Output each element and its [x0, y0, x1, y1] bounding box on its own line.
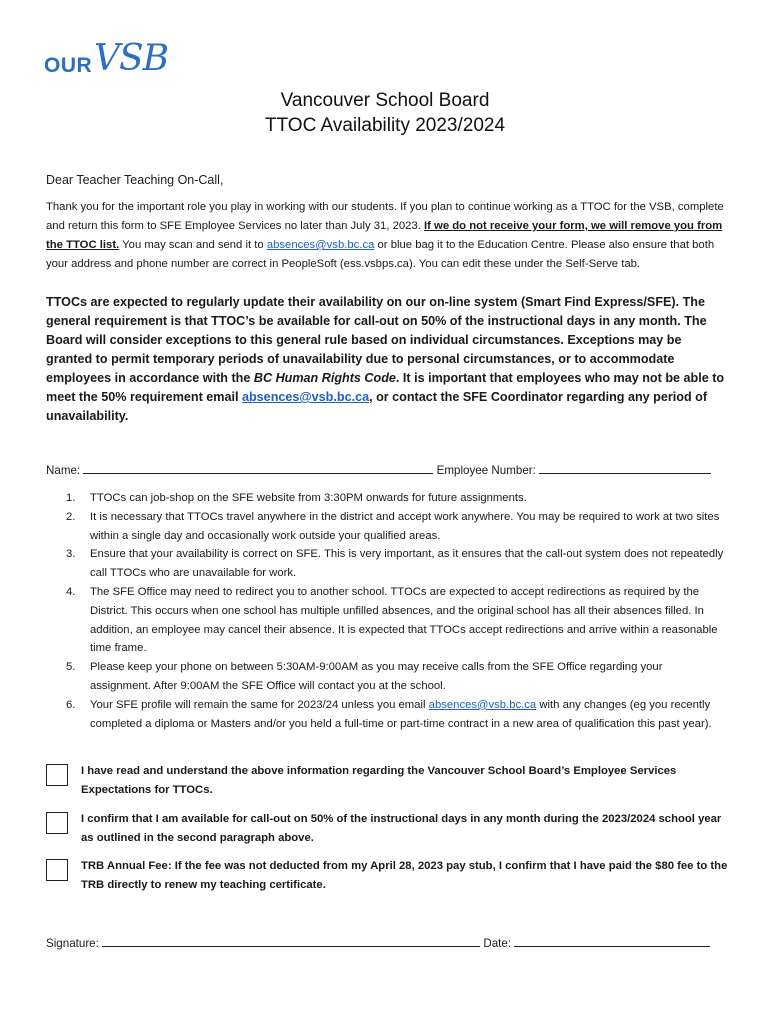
expectations-list	[46, 489, 726, 733]
title-line-1: Vancouver School Board	[280, 90, 490, 111]
intro-text-3: or blue bag it to the Education Centre. Please also ensure that both your address and phone number are correct in PeopleSoft (ess.vsbps.ca). You can edit these under the Self-Serve tab.	[46, 239, 715, 270]
signature-row	[46, 934, 710, 950]
intro-warning: If we do not receive your form, we will remove you from the TTOC list.	[46, 220, 723, 251]
logo-brand: VSB	[94, 38, 169, 79]
list-text: Please keep your phone on between 5:30AM-9:00AM as you may receive calls from the SFE Office regarding your assignment. After 9:00AM the SFE Office will contact you at the school.	[90, 661, 663, 692]
policy-italic: BC Human Rights Code	[253, 371, 396, 385]
list-item	[46, 696, 726, 734]
name-field[interactable]	[83, 461, 433, 474]
policy-text-3: , or contact the SFE Coordinator regarding any period of unavailability.	[46, 390, 708, 423]
list-item	[46, 545, 726, 583]
list-number: 3.	[66, 548, 76, 561]
greeting: Dear Teacher Teaching On-Call,	[46, 173, 224, 187]
list-text: with any changes (eg you recently completed a diploma or Masters and/or you held a full-time or part-time contract in a new area of qualification this past year).	[90, 698, 712, 730]
employee-number-field[interactable]	[539, 461, 711, 474]
page-title	[0, 88, 770, 138]
policy-email-link[interactable]: absences@vsb.bc.ca	[241, 390, 370, 404]
item6-email-link[interactable]: absences@vsb.bc.ca	[428, 698, 537, 711]
list-text: It is necessary that TTOCs travel anywhere in the district and accept work anywhere. You may be required to work at two sites within a single day and occasionally work outside your qualified areas.	[90, 510, 720, 542]
list-item	[46, 658, 726, 696]
name-employee-row	[46, 461, 711, 477]
policy-text-1: TTOCs are expected to regularly update their availability on our on-line system (Smart Find Express/SFE). The general requirement is that TTOC’s be available for call-out on 50% of the instructional days in any month. The Board will consider exceptions to this general rule based on individual circumstances. Exceptions may be granted to permit temporary periods of unavailability due to personal circumstances, or to accommodate employees in accordance with the	[46, 295, 707, 385]
intro-text-2: You may scan and send it to	[119, 239, 267, 251]
list-number: 2.	[66, 510, 76, 523]
email-link[interactable]: absences@vsb.bc.ca	[266, 239, 375, 251]
list-number: 4.	[66, 585, 76, 598]
list-number: 6.	[66, 698, 76, 711]
name-label: Name:	[46, 464, 81, 477]
check-label: I have read and understand the above information regarding the Vancouver School Board’s Employee Services Expectations for TTOCs.	[81, 765, 677, 796]
policy-paragraph	[46, 293, 726, 426]
list-text: Your SFE profile will remain the same for 2023/24 unless you email	[90, 698, 429, 711]
list-item	[46, 508, 726, 546]
signature-label: Signature:	[46, 937, 99, 950]
list-number: 1.	[66, 492, 76, 504]
employee-number-label: Employee Number:	[436, 464, 536, 477]
intro-paragraph	[46, 198, 724, 274]
checkbox-read-understand[interactable]	[46, 764, 68, 786]
list-item	[46, 489, 726, 508]
checkbox-availability[interactable]	[46, 812, 68, 834]
list-number: 5.	[66, 661, 76, 674]
list-text: The SFE Office may need to redirect you to another school. TTOCs are expected to accept redirections as required by the District. This occurs when one school has multiple unfilled absences, and the original school has all their absences filled. In addition, an employee may cancel their absence. It is expected that TTOCs accept redirections and arrive within a reasonable time frame.	[90, 585, 718, 655]
logo-prefix: OUR	[44, 54, 93, 77]
list-item	[46, 583, 726, 658]
check-label: TRB Annual Fee: If the fee was not deducted from my April 28, 2023 pay stub, I confirm that I have paid the $80 fee to the TRB directly to renew my teaching certificate.	[81, 860, 728, 891]
policy-text-2: . It is important that employees who may not be able to meet the 50% requirement email	[46, 371, 725, 404]
list-text: TTOCs can job-shop on the SFE website from 3:30PM onwards for future assignments.	[90, 492, 527, 504]
list-text: Ensure that your availability is correct on SFE. This is very important, as it ensures that the call-out system does not repeatedly call TTOCs who are unavailable for work.	[90, 548, 724, 580]
check-label: I confirm that I am available for call-out on 50% of the instructional days in any month during the 2023/2024 school year as outlined in the second paragraph above.	[81, 813, 722, 844]
checkbox-trb-fee[interactable]	[46, 859, 68, 881]
intro-text-1: Thank you for the important role you play in working with our students. If you plan to continue working as a TTOC for the VSB, complete and return this form to SFE Employee Services no later than July 31, 2023.	[46, 201, 724, 232]
signature-field[interactable]	[102, 934, 480, 947]
date-field[interactable]	[514, 934, 710, 947]
date-label: Date:	[483, 937, 512, 950]
title-line-2: TTOC Availability 2023/2024	[264, 115, 506, 136]
